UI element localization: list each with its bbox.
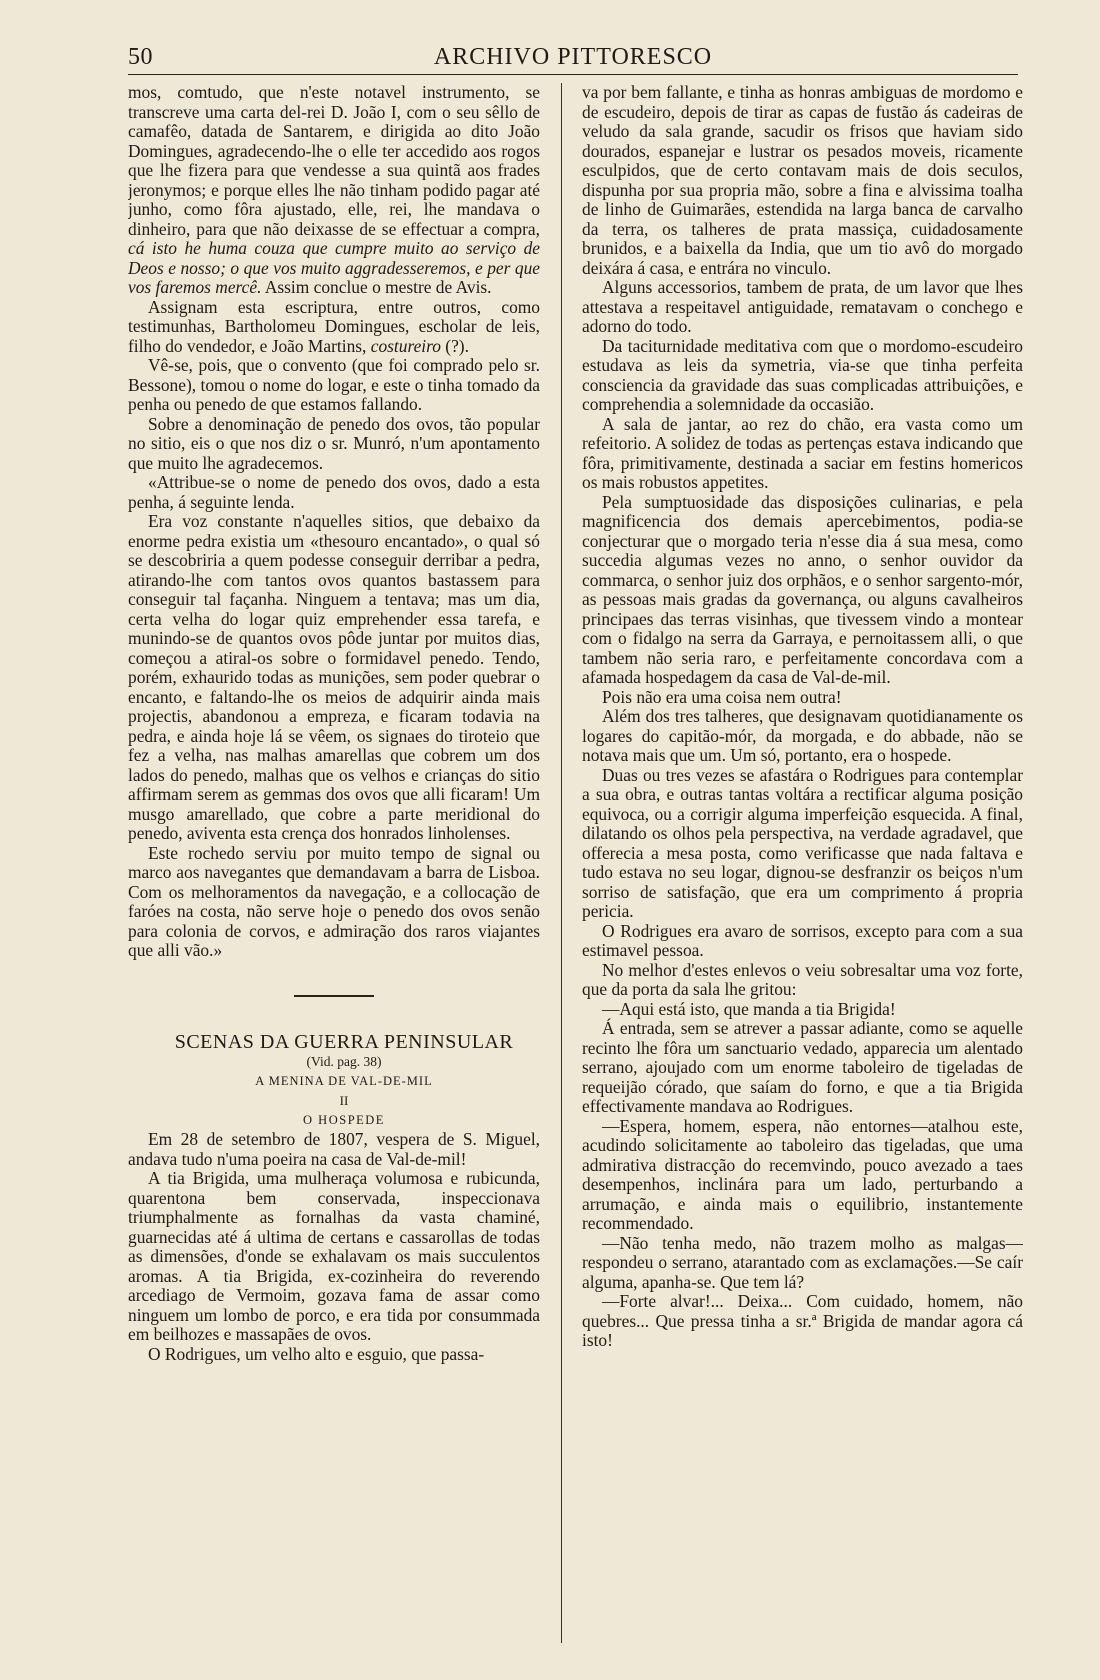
paragraph: No melhor d'estes enlevos o veiu sobresaltar uma voz forte, que da porta da sala lhe gritou: [582, 959, 1023, 999]
paragraph: va por bem fallante, e tinha as honras ambiguas de mordomo e de escudeiro, depois de tirar as capas de fustão ás cadeiras de veludo da sala grande, sacudir os frisos que haviam sido dourados, espanejar e lustrar os pesados moveis, ricamente esculpidos, que de certo contavam mais de dois seculos, dispunha por sua propria mão, sobre a fina e alvissima toalha de linho de Guimarães, estendida na larga banca de carvalho da terra, os talheres de prata massiça, cuidadosamente brunidos, e a baixella da India, que um tio avô do morgado deixára á casa, e entrára no vinculo. [582, 83, 1023, 278]
running-title: ARCHIVO PITTORESCO [433, 44, 713, 70]
italic-term: costureiro [370, 335, 441, 356]
paragraph: «Attribue-se o nome de penedo dos ovos, dado a esta penha, á seguinte lenda. [128, 472, 540, 512]
column-rule [561, 83, 562, 1643]
paragraph: —Aqui está isto, que manda a tia Brigida! [602, 998, 896, 1019]
paragraph: Vê-se, pois, que o convento (que foi comprado pelo sr. Bessone), tomou o nome do logar, e este o tinha tomado da penha ou penedo de que estamos fallando. [128, 355, 540, 414]
left-column [128, 83, 540, 1653]
section-subtitle: A MENINA DE VAL-DE-MIL [255, 1073, 433, 1088]
chapter-title: O HOSPEDE [303, 1112, 385, 1127]
paragraph: Assignam esta escriptura, entre outros, como testimunhas, Bartholomeu Domingues, escholar de leis, filho do vendedor, e João Martins, costureiro (?). [128, 296, 540, 356]
paragraph: mos, comtudo, que n'este notavel instrumento, se transcreve uma carta del-rei D. João I, com o seu sêllo de camafêo, datada de Santarem, e dirigida ao dito João Domingues, agradecendo-lhe o elle ter accedido aos rogos que lhe fizera para que vendesse a sua quintã aos frades jeronymos; e porque elles lhe não tinham podido pagar até junho, como fôra ajustado, elle, rei, lhe mandava o dinheiro, para que não deixasse de se effectuar a compra, cá isto he huma couza que cumpre muito ao serviço de Deos e nosso; o que vos muito aggradesseremos, e per que vos faremos mercê. Assim conclue o mestre de Avis. [128, 83, 540, 297]
paragraph: Duas ou tres vezes se afastára o Rodrigues para contemplar a sua obra, e outras tantas voltára a rectificar alguma posição equivoca, ou a corrigir alguma imperfeição esquecida. A final, dilatando os olhos pela perspectiva, na verdade agradavel, que offerecia a mesa posta, como verificasse que nada faltava e tudo estava no seu logar, dignou-se desfranzir os beiços n'um sorriso de satisfação, que era um comprimento á propria pericia. [582, 764, 1023, 921]
page-number: 50 [128, 44, 153, 70]
chapter-number: II [339, 1093, 349, 1108]
royal-letter-quote: cá isto he huma couza que cumpre muito ao serviço de Deos e nosso; o que vos muito aggradesseremos, e per que vos faremos mercê. [128, 238, 540, 297]
paragraph: Era voz constante n'aquelles sitios, que debaixo da enorme pedra existia um «thesouro encantado», o qual só se descobriria a quem podesse conseguir derribar a pedra, atirando-lhe com tantos ovos quantos bastassem para conseguir tal façanha. Ninguem a tentava; mas um dia, certa velha do logar quiz emprehender essa tarefa, e munindo-se de quantos ovos pôde juntar por muitos dias, começou a atiral-os sobre o formidavel penedo. Tendo, porém, exhaurido todas as munições, sem poder quebrar o encanto, e faltando-lhe os meios de adquirir ainda mais projectis, abandonou a empreza, e ficaram todavia na pedra, e ainda hoje lá se vêem, os signaes do tiroteio que fez a velha, nas malhas amarellas que cobrem um dos lados do penedo, malhas que os velhos e crianças do sitio affirmam serem as gemmas dos ovos que alli ficaram! Um musgo amarellado, que cobre a parte meridional do penedo, aviventa esta crença dos honrados linholenses. [128, 511, 540, 843]
section-title: SCENAS DA GUERRA PENINSULAR [174, 1030, 514, 1053]
paragraph: Este rochedo serviu por muito tempo de signal ou marco aos navegantes que demandavam a barra de Lisboa. Com os melhoramentos da navegação, e a collocação de faróes na costa, não serve hoje o penedo dos ovos senão para colonia de corvos, e admiração dos raros viajantes que alli vão.» [128, 842, 540, 960]
right-column [582, 83, 1023, 1653]
paragraph: Da taciturnidade meditativa com que o mordomo-escudeiro estudava as leis da symetria, via-se que tinha perfeita consciencia da gravidade das suas complicadas attribuições, e comprehendia a solemnidade da occasião. [582, 335, 1023, 414]
paragraph: Alguns accessorios, tambem de prata, de um lavor que lhes attestava a respeitavel antiguidade, rematavam o conchego e adorno do todo. [582, 277, 1023, 336]
paragraph: Pela sumptuosidade das disposições culinarias, e pela magnificencia dos demais apercebimentos, podia-se conjecturar que o morgado teria n'esse dia á sua mesa, como succedia algumas vezes no anno, o senhor ouvidor da commarca, o senhor juiz dos orphãos, e o senhor sargento-mór, as pessoas mais gradas da governança, ou alguns cavalheiros principaes das terras visinhas, que tivessem vindo a montear com o fidalgo na serra da Garraya, e pernoitassem alli, o que tambem não seria raro, e perfeitamente concordava com a afamada hospedagem da casa de Val-de-mil. [582, 491, 1023, 687]
paragraph: Á entrada, sem se atrever a passar adiante, como se aquelle recinto lhe fôra um sanctuario vedado, apparecia um alentado serrano, ajoujado com um enorme taboleiro de tigeladas de requeijão córado, que saíam do forno, e que a tia Brigida effectivamente mandava ao Rodrigues. [582, 1018, 1023, 1116]
paragraph: —Forte alvar!... Deixa... Com cuidado, homem, não quebres... Que pressa tinha a sr.ª Brigida de mandar agora cá isto! [582, 1291, 1023, 1350]
paragraph: A tia Brigida, uma mulheraça volumosa e rubicunda, quarentona bem conservada, inspeccionava triumphalmente as fornalhas da vasta chaminé, guarnecidas até á ultima de certans e cassarollas de todas as dimensões, d'onde se exhalavam os mais succulentos aromas. A tia Brigida, ex-cozinheira do reverendo arcediago de Vermoim, gozava fama de assar como ninguem um lombo de porco, e era tida por consummada em beilhozes e massapães de ovos. [128, 1168, 540, 1344]
paragraph: —Espera, homem, espera, não entornes—atalhou este, acudindo solicitamente ao taboleiro das tigeladas, que uma admirativa distracção do recemvindo, pouco avezado a taes desempenhos, inclinára para um lado, perturbando a arrumação, e ainda mais o equilibrio, instantemente recommendado. [582, 1115, 1023, 1233]
paragraph: Pois não era uma coisa nem outra! [602, 686, 842, 707]
paragraph: A sala de jantar, ao rez do chão, era vasta como um refeitorio. A solidez de todas as pertenças estava indicando que fôra, primitivamente, destinada a saciar em festins homericos os mais robustos appetites. [582, 413, 1023, 492]
paragraph: O Rodrigues era avaro de sorrisos, excepto para com a sua estimavel pessoa. [582, 920, 1023, 960]
paragraph: O Rodrigues, um velho alto e esguio, que passa- [148, 1343, 485, 1364]
paragraph: —Não tenha medo, não trazem molho as malgas—respondeu o serrano, atarantado com as exclamações.—Se caír alguma, apanha-se. Que tem lá? [582, 1232, 1023, 1292]
page-header [128, 40, 1018, 75]
paragraph: Sobre a denominação de penedo dos ovos, tão popular no sitio, eis o que nos diz o sr. Munró, n'um apontamento que muito lhe agradecemos. [128, 413, 540, 473]
paragraph: Além dos tres talheres, que designavam quotidianamente os logares do capitão-mór, da morgada, e do abbade, não se notava mais que um. Um só, portanto, era o hospede. [582, 706, 1023, 765]
section-reference: (Vid. pag. 38) [306, 1054, 382, 1069]
paragraph: Em 28 de setembro de 1807, vespera de S. Miguel, andava tudo n'uma poeira na casa de Val-de-mil! [128, 1129, 540, 1169]
section-divider [294, 995, 374, 997]
